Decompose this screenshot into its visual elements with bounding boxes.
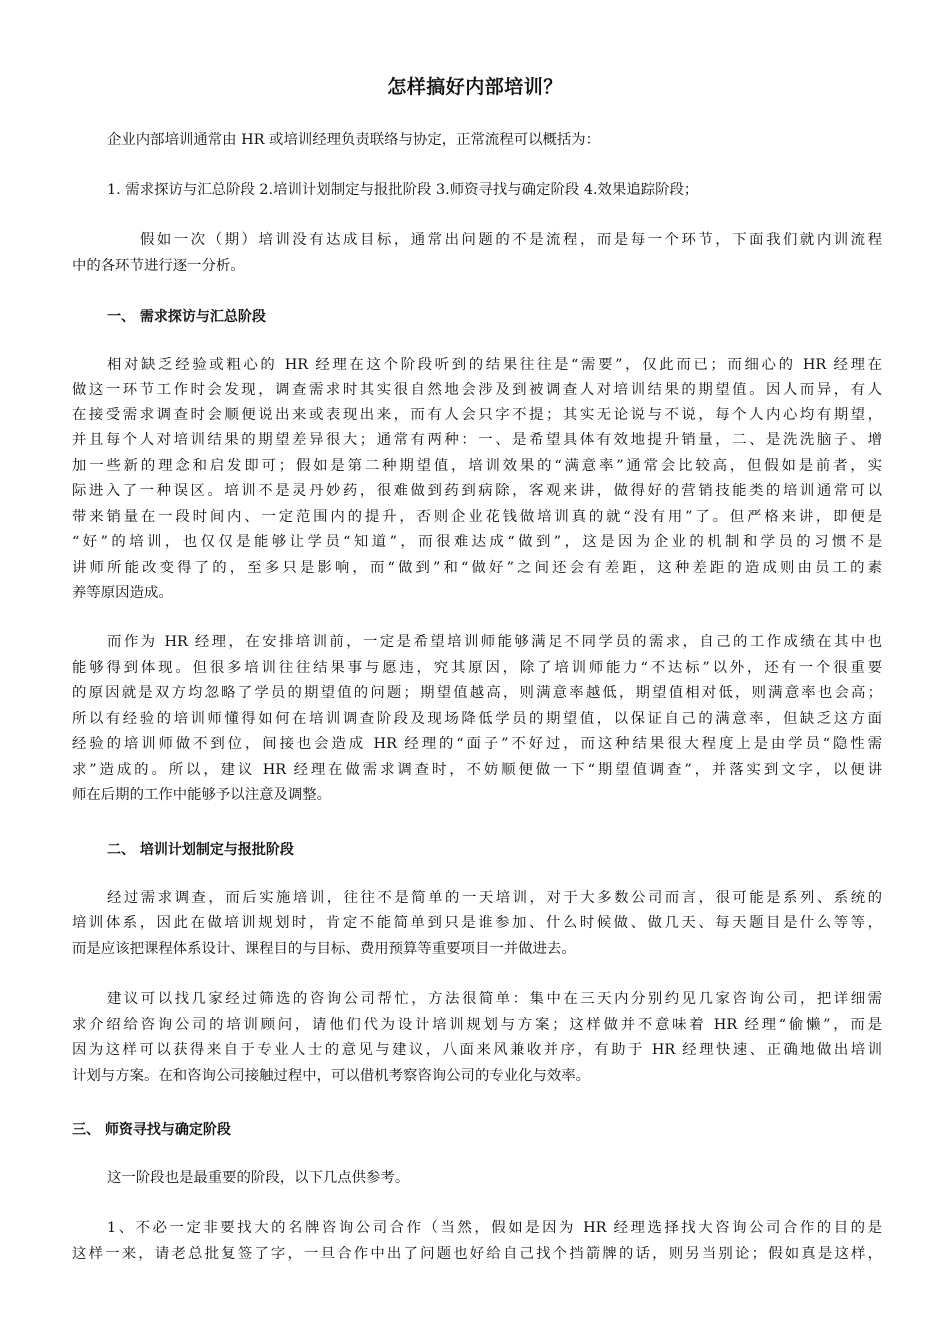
paragraph-line: 师在后期的工作中能够予以注意及调整。 — [72, 787, 332, 803]
paragraph-line: 相对缺乏经验或粗心的 HR 经理在这个阶段听到的结果往往是“需要”，仅此而已；而细心的 HR 经理在 — [107, 357, 882, 373]
paragraph-line: 养等原因造成。 — [72, 585, 173, 601]
paragraph-line: 加一些新的理念和启发即可；假如是第二种期望值，培训效果的“满意率”通常会比较高，但假如是前者，实 — [72, 458, 882, 474]
paragraph-line: 因为这样可以获得来自于专业人士的意见与建议，八面来风兼收并序，有助于 HR 经理快速、正确地做出培训 — [72, 1042, 882, 1058]
paragraph-line: 培训体系，因此在做培训规划时，肯定不能简单到只是谁参加、什么时候做、做几天、每天题目是什么等等， — [72, 915, 882, 931]
section-heading-3: 三、 师资寻找与确定阶段 — [72, 1122, 231, 1138]
paragraph-line: 带来销量在一段时间内、一定范围内的提升，否则企业花钱做培训真的就“没有用”了。但严格来讲，即便是 — [72, 509, 882, 525]
paragraph-line: 经验的培训师做不到位，间接也会造成 HR 经理的“面子”不好过，而这种结果很大程度上是由学员“隐性需 — [72, 736, 882, 752]
paragraph-line: 而作为 HR 经理，在安排培训前，一定是希望培训师能够满足不同学员的需求，自己的工作成绩在其中也 — [107, 634, 882, 650]
paragraph-line: 在接受需求调查时会顺便说出来或表现出来，而有人会只字不提；其实无论说与不说，每个人内心均有期望， — [72, 407, 882, 423]
paragraph-line: 这一阶段也是最重要的阶段，以下几点供参考。 — [107, 1170, 410, 1186]
paragraph-line: 求”造成的。所以，建议 HR 经理在做需求调查时，不妨顺便做一下“期望值调查”，并落实到文字，以便讲 — [72, 762, 882, 778]
intro-paragraph: 企业内部培训通常由 HR 或培训经理负责联络与协定，正常流程可以概括为： — [107, 132, 601, 148]
paragraph-line: 假如一次（期）培训没有达成目标，通常出问题的不是流程，而是每一个环节，下面我们就内训流程 — [140, 232, 882, 248]
paragraph-line: 经过需求调查，而后实施培训，往往不是简单的一天培训，对于大多数公司而言，很可能是系列、系统的 — [107, 890, 882, 906]
paragraph-line: 1、不必一定非要找大的名牌咨询公司合作（当然，假如是因为 HR 经理选择找大咨询公司合作的目的是 — [107, 1220, 882, 1236]
paragraph-line: 求介绍给咨询公司的培训顾问，请他们代为设计培训规划与方案；这样做并不意味着 HR 经理“偷懒”，而是 — [72, 1017, 882, 1033]
paragraph-line: 际进入了一种误区。培训不是灵丹妙药，很难做到药到病除，客观来讲，做得好的营销技能类的培训通常可以 — [72, 483, 882, 499]
paragraph-line: 做这一环节工作时会发现，调查需求时其实很自然地会涉及到被调查人对培训结果的期望值。因人而异，有人 — [72, 382, 882, 398]
paragraph-line: 这样一来，请老总批复签了字，一旦合作中出了问题也好给自己找个挡箭牌的话，则另当别论；假如真是这样， — [72, 1246, 882, 1262]
paragraph-line: 建议可以找几家经过筛选的咨询公司帮忙，方法很简单：集中在三天内分别约见几家咨询公司，把详细需 — [107, 991, 882, 1007]
paragraph-line: 计划与方案。在和咨询公司接触过程中，可以借机考察咨询公司的专业化与效率。 — [72, 1068, 591, 1084]
paragraph-line: 所以有经验的培训师懂得如何在培训调查阶段及现场降低学员的期望值，以保证自己的满意率，但缺乏这方面 — [72, 711, 882, 727]
document-title: 怎样搞好内部培训？ — [387, 76, 563, 98]
section-heading-1: 一、 需求探访与汇总阶段 — [107, 309, 266, 325]
section-heading-2: 二、 培训计划制定与报批阶段 — [107, 842, 294, 858]
paragraph-line: 中的各环节进行逐一分析。 — [72, 258, 245, 274]
stages-list: 1. 需求探访与汇总阶段 2.培训计划制定与报批阶段 3.师资寻找与确定阶段 4.效果追踪阶段； — [107, 182, 699, 198]
paragraph-line: 能够得到体现。但很多培训往往结果事与愿违，究其原因，除了培训师能力“不达标”以外，还有一个很重要 — [72, 660, 882, 676]
paragraph-line: 的原因就是双方均忽略了学员的期望值的问题；期望值越高，则满意率越低，期望值相对低，则满意率也会高； — [72, 685, 882, 701]
paragraph-line: 讲师所能改变得了的，至多只是影响，而“做到”和“做好”之间还会有差距，这种差距的造成则由员工的素 — [72, 560, 882, 576]
paragraph-line: “好”的培训，也仅仅是能够让学员“知道”，而很难达成“做到”，这是因为企业的机制和学员的习惯不是 — [72, 534, 882, 550]
paragraph-line: 而是应该把课程体系设计、课程目的与目标、费用预算等重要项目一并做进去。 — [72, 941, 576, 957]
paragraph-line: 并且每个人对培训结果的期望差异很大；通常有两种：一、是希望具体有效地提升销量，二、是洗洗脑子、增 — [72, 432, 882, 448]
